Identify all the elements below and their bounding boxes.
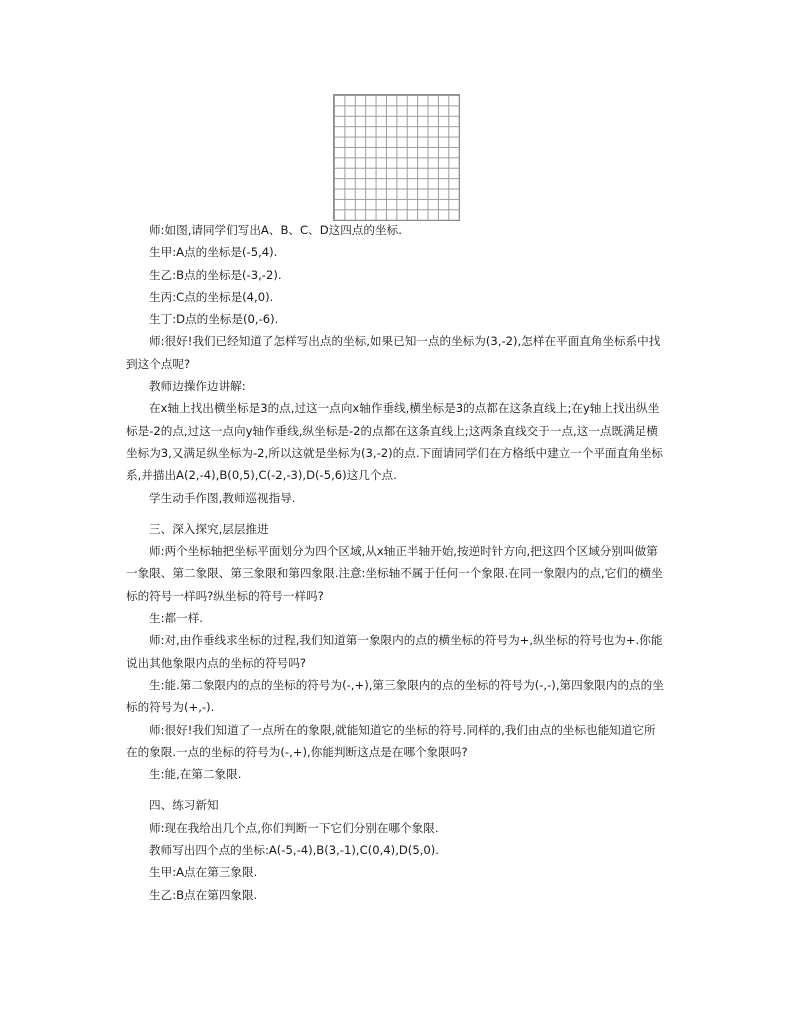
paragraph: 师:很好!我们知道了一点所在的象限,就能知道它的坐标的符号.同样的,我们由点的坐标也能知道它所在的象限.一点的坐标的符号为(-,+),你能判断这点是在哪个象限吗? xyxy=(126,722,656,759)
paragraph: 生:能.第二象限内的点的坐标的符号为(-,+),第三象限内的点的坐标的符号为(-,-),第四象限内的点的坐标的符号为(+,-). xyxy=(126,677,664,715)
section-heading: 四、练习新知 xyxy=(149,798,219,813)
paragraph: 生乙:B点在第四象限. xyxy=(149,887,258,902)
paragraph: 生丁:D点的坐标是(0,-6). xyxy=(149,312,279,327)
paragraph: 师:如图,请同学们写出A、B、C、D这四点的坐标. xyxy=(149,223,402,237)
paragraph: 在x轴上找出横坐标是3的点,过这一点向x轴作垂线,横坐标是3的点都在这条直线上;在y轴上找出纵坐标是-2的点,过这一点向y轴作垂线,纵坐标是-2的点都在这条直线上;这两条直线交于一点,这一点既满足横坐标为3,又满足纵坐标为-2,所以这就是坐标为(3,-2)的点.下面请同学们在方格纸中建立一个平面直角坐标系,并描出A(2,-4),B(0,5),C(-2,-3),D(-5,6)这几个点. xyxy=(126,401,664,483)
paragraph: 生:都一样. xyxy=(149,611,203,626)
paragraph: 学生动手作图,教师巡视指导. xyxy=(149,490,296,505)
paragraph: 生甲:A点在第三象限. xyxy=(149,865,258,880)
paragraph: 教师边操作边讲解: xyxy=(149,379,246,394)
paragraph: 师:对,由作垂线求坐标的过程,我们知道第一象限内的点的横坐标的符号为+,纵坐标的符号也为+.你能说出其他象限内点的坐标的符号吗? xyxy=(126,633,663,670)
paragraph: 师:很好!我们已经知道了怎样写出点的坐标,如果已知一点的坐标为(3,-2),怎样在平面直角坐标系中找到这个点呢? xyxy=(126,334,661,371)
paragraph: 生乙:B点的坐标是(-3,-2). xyxy=(149,267,282,282)
paragraph: 教师写出四个点的坐标:A(-5,-4),B(3,-1),C(0,4),D(5,0). xyxy=(149,843,439,858)
lesson-text xyxy=(126,219,666,906)
paragraph: 师:现在我给出几个点,你们判断一下它们分别在哪个象限. xyxy=(149,820,439,835)
graph-paper-grid xyxy=(333,94,460,221)
section-heading: 三、深入探究,层层推进 xyxy=(149,521,269,536)
paragraph: 生:能,在第二象限. xyxy=(149,767,242,782)
paragraph: 生甲:A点的坐标是(-5,4). xyxy=(149,245,278,260)
paragraph: 师:两个坐标轴把坐标平面划分为四个区域,从x轴正半轴开始,按逆时针方向,把这四个区域分别叫做第一象限、第二象限、第三象限和第四象限.注意:坐标轴不属于任何一个象限.在同一象限内的点,它们的横坐标的符号一样吗?纵坐标的符号一样吗? xyxy=(126,544,663,603)
paragraph: 生丙:C点的坐标是(4,0). xyxy=(149,289,274,304)
